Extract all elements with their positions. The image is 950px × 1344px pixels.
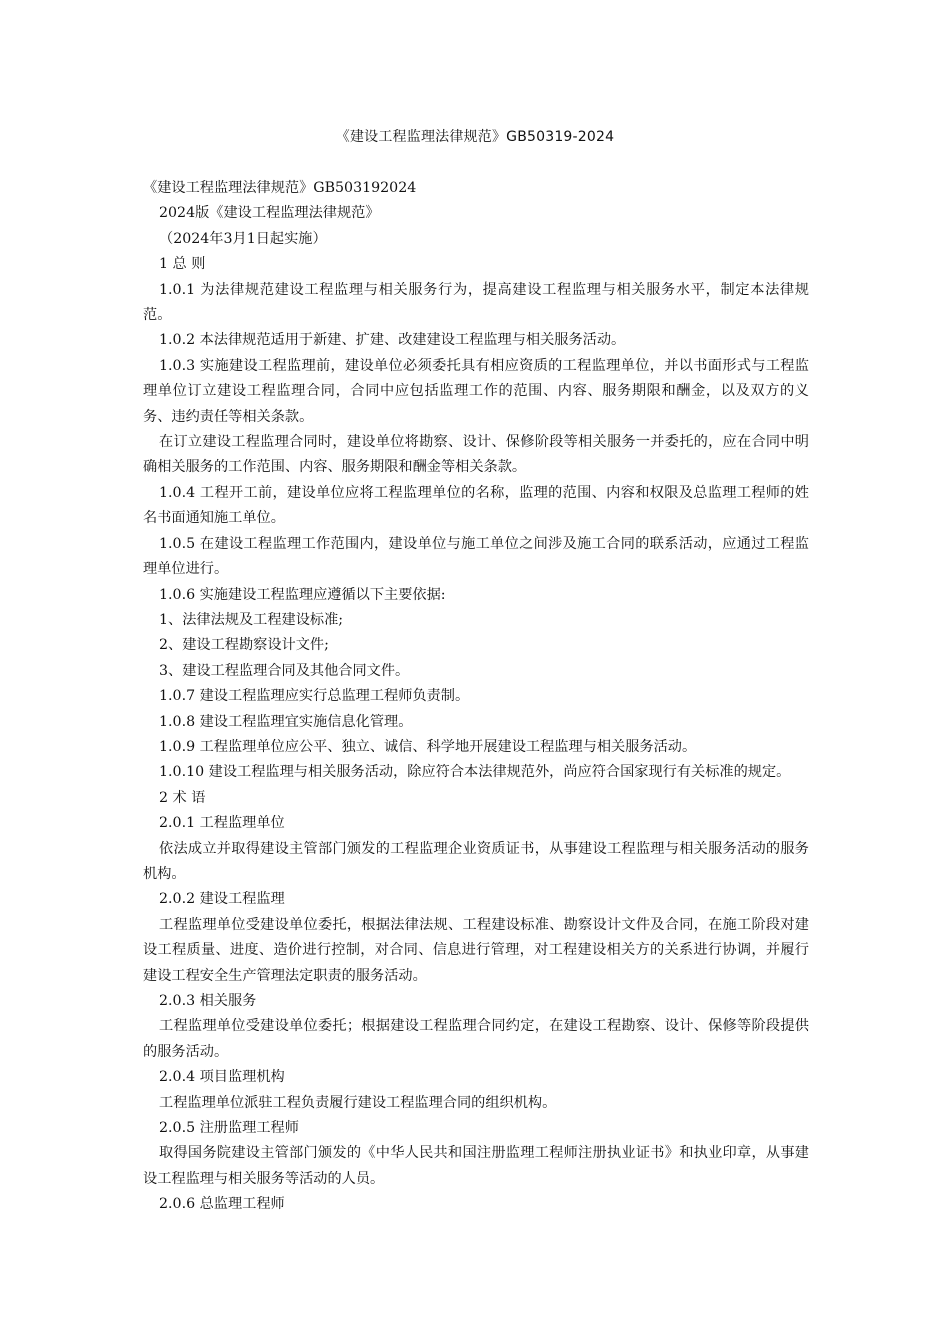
paragraph: （2024年3月1日起实施） — [159, 230, 327, 247]
paragraph: 1.0.4 工程开工前，建设单位应将工程监理单位的名称，监理的范围、内容和权限及总监理工程师的姓名书面通知施工单位。 — [143, 484, 809, 527]
term-heading: 2.0.1 工程监理单位 — [159, 815, 285, 832]
paragraph: 1.0.5 在建设工程监理工作范围内，建设单位与施工单位之间涉及施工合同的联系活动，应通过工程监理单位进行。 — [143, 535, 809, 578]
list-item: 3、建设工程监理合同及其他合同文件。 — [159, 662, 410, 679]
section-heading: 2 术 语 — [159, 789, 206, 806]
term-definition: 工程监理单位受建设单位委托，根据法律法规、工程建设标准、勘察设计文件及合同，在施工阶段对建设工程质量、进度、造价进行控制，对合同、信息进行管理，对工程建设相关方的关系进行协调，并履行建设工程安全生产管理法定职责的服务活动。 — [143, 916, 809, 984]
paragraph: 1.0.1 为法律规范建设工程监理与相关服务行为，提高建设工程监理与相关服务水平，制定本法律规范。 — [143, 281, 809, 324]
term-heading: 2.0.5 注册监理工程师 — [159, 1120, 299, 1137]
document-body — [143, 176, 809, 1218]
paragraph: 1.0.10 建设工程监理与相关服务活动，除应符合本法律规范外，尚应符合国家现行有关标准的规定。 — [159, 764, 791, 781]
term-heading: 2.0.4 项目监理机构 — [159, 1069, 285, 1086]
term-definition: 取得国务院建设主管部门颁发的《中华人民共和国注册监理工程师注册执业证书》和执业印章，从事建设工程监理与相关服务等活动的人员。 — [143, 1145, 809, 1187]
paragraph: 在订立建设工程监理合同时，建设单位将勘察、设计、保修阶段等相关服务一并委托的，应在合同中明确相关服务的工作范围、内容、服务期限和酬金等相关条款。 — [143, 434, 809, 476]
paragraph: 《建设工程监理法律规范》GB503192024 — [143, 180, 417, 196]
document-title: 《建设工程监理法律规范》GB50319-2024 — [335, 129, 615, 145]
list-item: 1、法律法规及工程建设标准; — [159, 611, 344, 628]
list-item: 2、建设工程勘察设计文件; — [159, 637, 329, 654]
term-heading: 2.0.2 建设工程监理 — [159, 891, 285, 908]
paragraph: 1.0.7 建设工程监理应实行总监理工程师负责制。 — [159, 688, 470, 705]
term-definition: 工程监理单位派驻工程负责履行建设工程监理合同的组织机构。 — [159, 1094, 557, 1111]
paragraph: 2024版《建设工程监理法律规范》 — [159, 205, 380, 222]
term-heading: 2.0.6 总监理工程师 — [159, 1196, 285, 1213]
term-definition: 依法成立并取得建设主管部门颁发的工程监理企业资质证书，从事建设工程监理与相关服务活动的服务机构。 — [143, 840, 809, 882]
paragraph: 1.0.2 本法律规范适用于新建、扩建、改建建设工程监理与相关服务活动。 — [159, 332, 626, 349]
paragraph: 1.0.9 工程监理单位应公平、独立、诚信、科学地开展建设工程监理与相关服务活动。 — [159, 738, 697, 755]
paragraph: 1.0.3 实施建设工程监理前，建设单位必须委托具有相应资质的工程监理单位，并以书面形式与工程监理单位订立建设工程监理合同，合同中应包括监理工作的范围、内容、服务期限和酬金，以及双方的义务、违约责任等相关条款。 — [143, 357, 809, 425]
paragraph: 1.0.6 实施建设工程监理应遵循以下主要依据: — [159, 586, 446, 603]
section-heading: 1 总 则 — [159, 256, 206, 273]
paragraph: 1.0.8 建设工程监理宜实施信息化管理。 — [159, 713, 413, 730]
term-definition: 工程监理单位受建设单位委托；根据建设工程监理合同约定，在建设工程勘察、设计、保修等阶段提供的服务活动。 — [143, 1018, 809, 1060]
term-heading: 2.0.3 相关服务 — [159, 993, 257, 1009]
